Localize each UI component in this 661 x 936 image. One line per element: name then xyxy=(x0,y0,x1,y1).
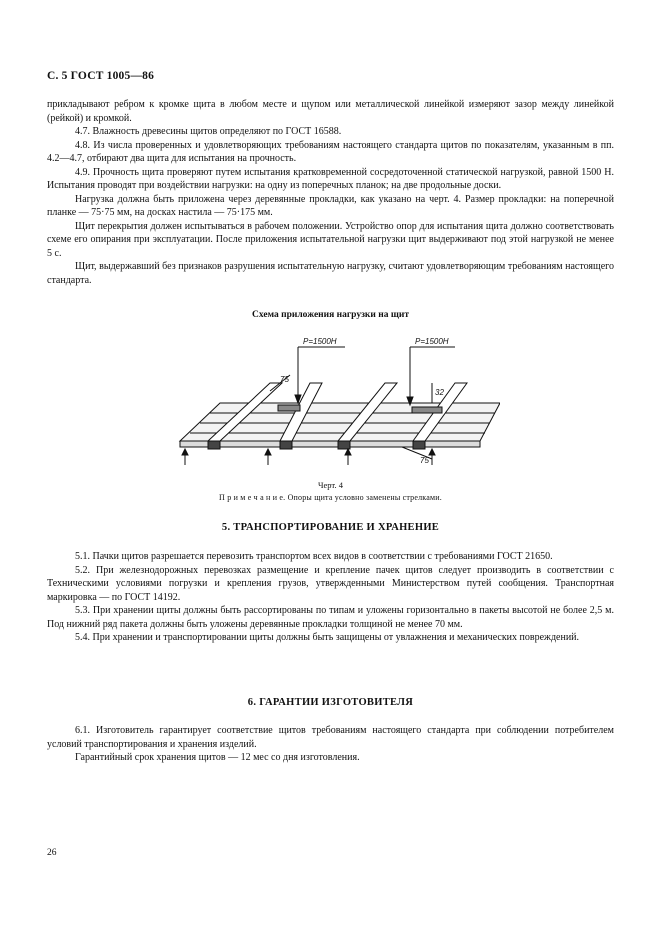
deck-front-edge xyxy=(180,441,480,447)
paragraph: Щит, выдержавший без признаков разрушения испытательную нагрузку, считают удовлетворяющим требованиям настоящего стандарта. xyxy=(47,261,614,286)
paragraph: 5.2. При железнодорожных перевозках размещение и крепление пачек щитов следует производить в соответствии с Техническими условиями погрузки и крепления грузов, утвержденными Министерством путей сообщения. Транспортная маркировка — по ГОСТ 14192. xyxy=(47,564,614,603)
page-number: 26 xyxy=(47,848,57,858)
figure-note: П р и м е ч а н и е. Опоры щита условно заменены стрелками. xyxy=(219,493,442,502)
paragraph: 4.8. Из числа проверенных и удовлетворяющих требованиям настоящего стандарта щитов по показателям, указанным в пп. 4.2—4.7, отбирают два щита для испытания на прочность. xyxy=(47,139,614,164)
paragraph: Гарантийный срок хранения щитов — 12 мес со дня изготовления. xyxy=(75,752,360,763)
load-label-left: P=1500Н xyxy=(303,337,337,346)
paragraph: 5.1. Пачки щитов разрешается перевозить транспортом всех видов в соответствии с требованиями ГОСТ 21650. xyxy=(75,551,553,562)
load-pad-batten xyxy=(278,405,300,411)
support-arrow xyxy=(182,449,188,465)
load-pad-boards xyxy=(412,407,442,413)
paragraph: Щит перекрытия должен испытываться в рабочем положении. Устройство опор для испытания щита должно соответствовать схеме его опирания при эксплуатации. После приложения испытательной нагрузки щит выдерживают под этой нагрузкой не менее 5 с. xyxy=(47,220,614,259)
load-scheme-figure xyxy=(170,335,500,470)
load-label-right: P=1500Н xyxy=(415,337,449,346)
page-header: С. 5 ГОСТ 1005—86 xyxy=(47,70,155,82)
paragraph: 6.1. Изготовитель гарантирует соответствие щитов требованиям настоящего стандарта при соблюдении потребителем условий транспортирования и хранения изделий. xyxy=(47,725,614,750)
dimension-label: 75 xyxy=(280,375,289,384)
paragraph: 4.9. Прочность щита проверяют путем испытания кратковременной сосредоточенной статической нагрузкой, равной 1500 Н. Испытания проводят при воздействии нагрузки: на одну из поперечных планок; на две продольные доски. xyxy=(47,166,614,191)
dimension-label: 75 xyxy=(420,456,429,465)
figure-title: Схема приложения нагрузки на щит xyxy=(252,310,409,320)
support-arrow xyxy=(265,449,271,465)
section-5-title: 5. ТРАНСПОРТИРОВАНИЕ И ХРАНЕНИЕ xyxy=(221,522,440,533)
section-5-text xyxy=(47,550,614,645)
paragraph: прикладывают ребром к кромке щита в любом месте и щупом или металлической линейкой измеряют зазор между линейкой (рейкой) и кромкой. xyxy=(47,99,614,124)
section-6-title: 6. ГАРАНТИИ ИЗГОТОВИТЕЛЯ xyxy=(247,697,414,708)
support-arrow xyxy=(345,449,351,465)
paragraph: 5.3. При хранении щиты должны быть рассортированы по типам и уложены горизонтально в пакеты высотой не более 2,5 м. Под нижний ряд пакета должны быть уложены деревянные прокладки толщиной не менее 70 мм. xyxy=(47,605,614,630)
dimension-label: 32 xyxy=(435,388,444,397)
section-6-text xyxy=(47,724,614,765)
paragraph: 4.7. Влажность древесины щитов определяют по ГОСТ 16588. xyxy=(75,126,342,137)
paragraph: Нагрузка должна быть приложена через деревянные прокладки, как указано на черт. 4. Размер прокладки: на поперечной планке — 75·75 мм, на досках настила — 75·175 мм. xyxy=(47,193,614,218)
paragraph: 5.4. При хранении и транспортировании щиты должны быть защищены от увлажнения и механических повреждений. xyxy=(75,632,580,643)
figure-caption: Черт. 4 xyxy=(317,480,343,490)
support-arrow xyxy=(429,449,435,465)
top-text-block xyxy=(47,98,614,287)
